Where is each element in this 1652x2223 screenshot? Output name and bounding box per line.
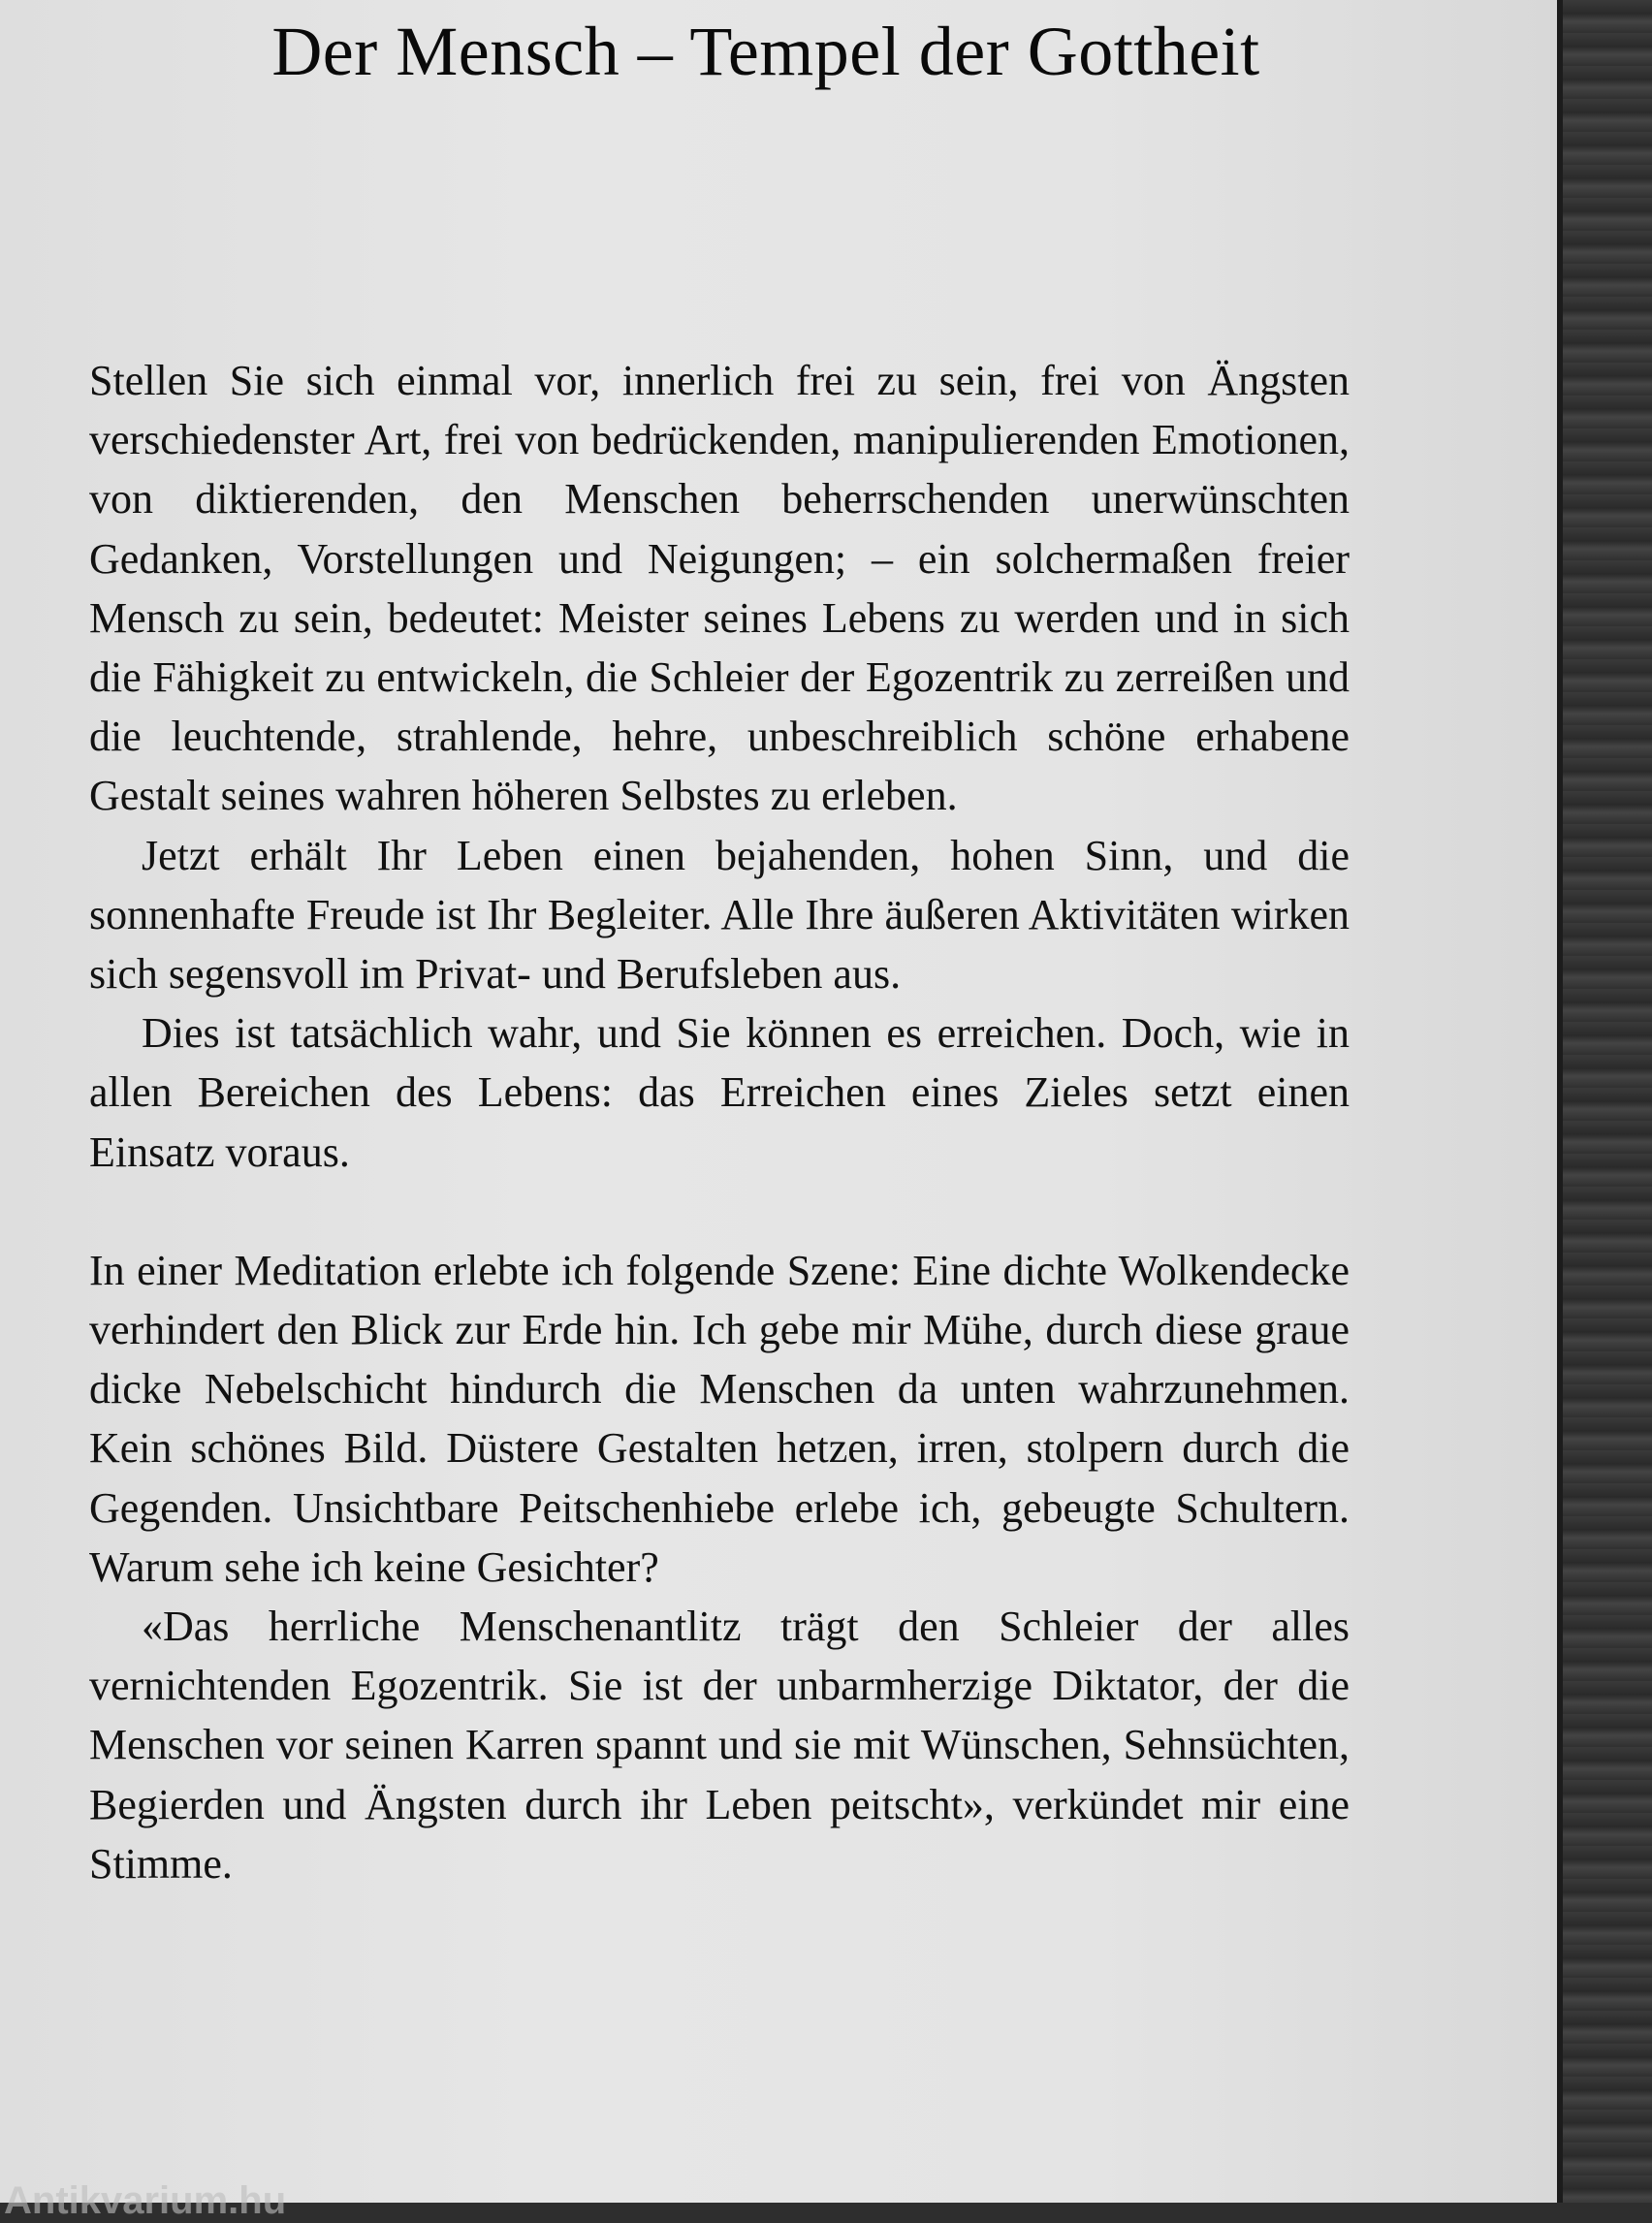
- book-spine-edge: [1563, 0, 1652, 2203]
- paragraph-3: Dies ist tatsächlich wahr, und Sie können es erreichen. Doch, wie in allen Bereichen des Lebens: das Erreichen eines Zieles setzt einen Einsatz voraus.: [89, 1009, 1350, 1176]
- chapter-title: Der Mensch – Tempel der Gottheit: [271, 13, 1260, 90]
- paragraph-2: Jetzt erhält Ihr Leben einen bejahenden, hohen Sinn, und die sonnenhafte Freude ist Ihr Begleiter. Alle Ihre äußeren Aktivitäten wirken sich segensvoll im Privat- und Berufsleben aus.: [89, 831, 1350, 999]
- paragraph-1: Stellen Sie sich einmal vor, innerlich frei zu sein, frei von Ängsten verschiedenster Art, frei von bedrückenden, manipulierenden Emotionen, von diktierenden, den Menschen beherrschenden unerwünschten Gedanken, Vorstellungen und Neigungen; – ein solchermaßen freier Mensch zu sein, bedeutet: Meister seines Lebens zu werden und in sich die Fähigkeit zu entwickeln, die Schleier der Egozentrik zu zerreißen und die leuchtende, strahlende, hehre, unbeschreiblich schöne erhabene Gestalt seines wahren höheren Selbstes zu erleben.: [89, 357, 1350, 820]
- paragraph-4: In einer Meditation erlebte ich folgende Szene: Eine dichte Wolkendecke verhindert den Blick zur Erde hin. Ich gebe mir Mühe, durch diese graue dicke Nebelschicht hindurch die Menschen da unten wahrzunehmen. Kein schönes Bild. Düstere Gestalten hetzen, irren, stolpern durch die Gegenden. Unsichtbare Peitschenhiebe erlebe ich, gebeugte Schultern. Warum sehe ich keine Gesichter?: [89, 1246, 1350, 1591]
- body-text: [89, 351, 1350, 1893]
- paragraph-5: «Das herrliche Menschenantlitz trägt den Schleier der alles vernichtenden Egozentrik. Sie ist der unbarmherzige Diktator, der die Menschen vor seinen Karren spannt und sie mit Wünschen, Sehnsüchten, Begierden und Ängsten durch ihr Leben peitscht», verkündet mir eine Stimme.: [89, 1603, 1350, 1888]
- watermark: Antikvarium.hu: [4, 2179, 287, 2222]
